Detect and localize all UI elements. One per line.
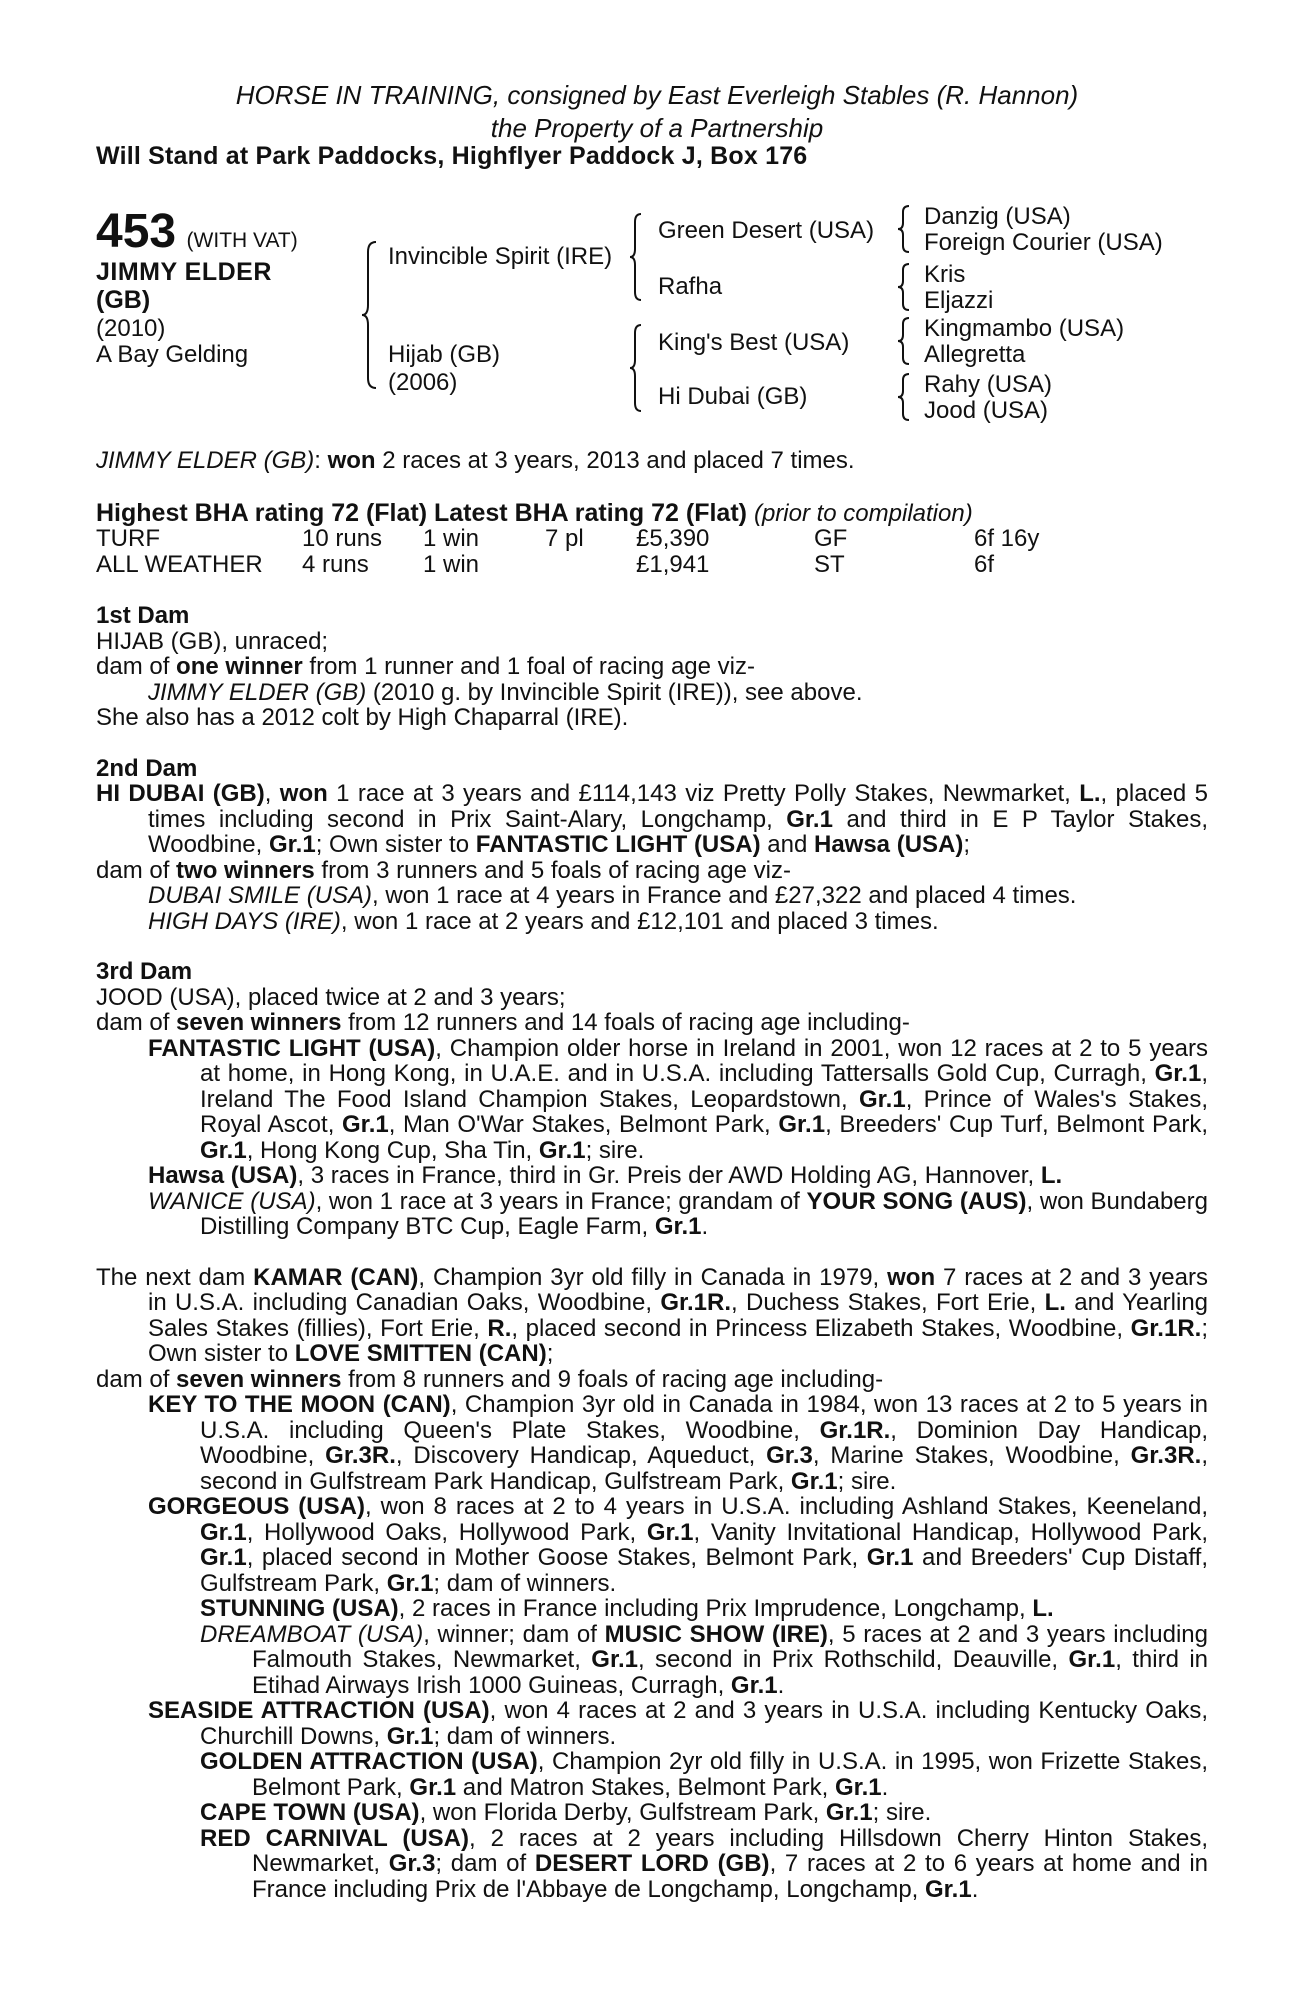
summary-text: 2 races at 3 years, 2013 and placed 7 times. xyxy=(375,447,855,474)
text: , won Bundaberg Distilling Company BTC Cup, Eagle Farm, xyxy=(200,1187,1208,1240)
grade: L. xyxy=(1044,1289,1066,1316)
grade: Gr.1 xyxy=(538,1136,586,1164)
text: , Breeders' Cup Turf, Belmont Park, xyxy=(825,1111,1209,1138)
row-runs: 10 runs xyxy=(302,525,383,552)
text: . xyxy=(971,1875,979,1903)
grade: Gr.1 xyxy=(591,1646,638,1673)
text: and Matron Stakes, Belmont Park, xyxy=(456,1773,835,1801)
grade: Gr.1 xyxy=(1154,1060,1202,1087)
grade: Gr.1 xyxy=(859,1085,906,1113)
row-going: ST xyxy=(814,551,845,578)
horse-name: WANICE (USA) xyxy=(148,1187,316,1215)
stunning-entry xyxy=(200,1596,1208,1622)
text: ; Own sister to xyxy=(148,1314,1208,1367)
text: , Duchess Stakes, Fort Erie, xyxy=(731,1289,1045,1316)
vat-note: (WITH VAT) xyxy=(186,229,298,252)
sibling-name: Hawsa (USA) xyxy=(813,831,964,858)
grade: Gr.1 xyxy=(268,831,316,858)
text: dam of xyxy=(96,1365,177,1393)
text: ; Own sister to xyxy=(315,831,476,858)
text: , won 4 races at 2 and 3 years in U.S.A. including Kentucky Oaks, Churchill Downs, xyxy=(200,1697,1208,1750)
text: , Marine Stakes, Woodbine, xyxy=(812,1442,1131,1469)
pedigree-brace-dd xyxy=(896,372,912,422)
text: , winner; dam of xyxy=(423,1620,605,1648)
text: , Hollywood Oaks, Hollywood Park, xyxy=(246,1518,647,1546)
pedigree-sire-sire: Green Desert (USA) xyxy=(658,217,875,244)
summary-colon: : xyxy=(314,447,328,474)
fantastic-light-entry xyxy=(148,1036,1208,1164)
red-carnival-entry xyxy=(200,1826,1208,1903)
foal-name: JIMMY ELDER (GB) xyxy=(148,678,367,706)
third-dam-produce xyxy=(96,1010,1208,1036)
text: , xyxy=(264,780,280,807)
pedigree-dam-year: (2006) xyxy=(388,369,458,396)
horse-name: MUSIC SHOW (IRE) xyxy=(604,1620,828,1648)
text: ; sire. xyxy=(585,1136,645,1164)
first-dam-line: HIJAB (GB), unraced; xyxy=(96,627,329,655)
grade: Gr.1 xyxy=(925,1875,972,1903)
text: , Discovery Handicap, Aqueduct, xyxy=(395,1442,767,1469)
horse-name: YOUR SONG (AUS) xyxy=(806,1187,1027,1215)
text: 1 race at 3 years and £114,143 viz Pretty Polly Stakes, Newmarket, xyxy=(327,780,1080,807)
rating-bold: Highest BHA rating 72 (Flat) Latest BHA rating 72 (Flat) xyxy=(96,499,747,527)
text: ; xyxy=(546,1340,554,1367)
grade: Gr.3 xyxy=(388,1850,436,1877)
text: ; sire. xyxy=(837,1467,897,1495)
grade: Gr.1 xyxy=(342,1111,389,1138)
text: ; dam of winners. xyxy=(433,1722,617,1750)
text: dam of xyxy=(96,653,177,680)
text: , won 1 race at 4 years in France and £27,322 and placed 4 times. xyxy=(372,882,1077,909)
winners-count: one winner xyxy=(176,653,303,680)
second-dam-foal xyxy=(96,909,1208,935)
grade: L. xyxy=(1079,780,1101,807)
pedigree-brace-main xyxy=(360,240,380,390)
text: , Hong Kong Cup, Sha Tin, xyxy=(246,1136,539,1164)
text: , placed second in Princess Elizabeth Stakes, Woodbine, xyxy=(511,1314,1131,1342)
text: , placed 5 times including second in Prix Saint-Alary, Longchamp, xyxy=(148,780,1208,833)
text: , 5 races at 2 and 3 years including Falmouth Stakes, Newmarket, xyxy=(252,1620,1208,1673)
winners-count: seven winners xyxy=(176,1009,342,1036)
consignor-line: HORSE IN TRAINING, consigned by East Everleigh Stables (R. Hannon) xyxy=(235,80,1079,110)
text: from 3 runners and 5 foals of racing age viz- xyxy=(314,856,791,884)
grade: Gr.1 xyxy=(386,1722,434,1750)
text: and Yearling Sales Stakes (fillies), Fort Erie, xyxy=(148,1289,1209,1342)
grade: Gr.1 xyxy=(200,1518,247,1546)
lot-number-row xyxy=(96,204,298,259)
pedigree-sdd: Eljazzi xyxy=(924,287,994,314)
text: 7 races at 2 and 3 years in U.S.A. including Canadian Oaks, Woodbine, xyxy=(148,1263,1208,1316)
pedigree-dam-sire: King's Best (USA) xyxy=(658,329,850,356)
text: , 2 races at 2 years including Hillsdown Cherry Hinton Stakes, Newmarket, xyxy=(252,1824,1209,1877)
second-dam-heading: 2nd Dam xyxy=(96,754,198,782)
row-places: 7 pl xyxy=(545,525,584,552)
text: ; dam of winners. xyxy=(433,1569,617,1597)
text: , 7 races at 2 to 6 years at home and in France including Prix de l'Abbaye de Longchamp, Longchamp, xyxy=(252,1850,1208,1903)
text: and third in E P Taylor Stakes, Woodbine, xyxy=(148,805,1208,858)
pedigree-sire-dam: Rafha xyxy=(658,273,723,300)
row-surface: ALL WEATHER xyxy=(96,551,263,578)
dam-sections xyxy=(96,603,1208,1902)
row-surface: TURF xyxy=(96,525,160,552)
grade: Gr.3R. xyxy=(325,1442,396,1469)
grade: Gr.1 xyxy=(786,805,833,833)
second-dam-foal xyxy=(96,883,1208,909)
third-dam-line: JOOD (USA), placed twice at 2 and 3 years; xyxy=(96,983,566,1011)
pedigree-ssd: Foreign Courier (USA) xyxy=(924,229,1163,256)
text: , second in Gulfstream Park Handicap, Gulfstream Park, xyxy=(200,1442,1208,1495)
grade: Gr.1 xyxy=(866,1544,914,1571)
grade: Gr.1R. xyxy=(1130,1314,1202,1342)
pedigree-brace-ss xyxy=(896,204,912,254)
horse-name: KEY TO THE MOON (CAN) xyxy=(148,1391,451,1418)
text: (2010 g. by Invincible Spirit (IRE)), see above. xyxy=(366,678,863,706)
text: , Vanity Invitational Handicap, Hollywood Park, xyxy=(693,1518,1208,1546)
text: , won 1 race at 2 years and £12,101 and placed 3 times. xyxy=(340,907,939,935)
text: , won 1 race at 3 years in France; grandam of xyxy=(315,1187,807,1215)
horse-name: SEASIDE ATTRACTION (USA) xyxy=(148,1697,490,1724)
property-line: the Property of a Partnership xyxy=(490,113,824,143)
grade: Gr.1 xyxy=(654,1213,702,1240)
next-dam-record xyxy=(96,1265,1208,1367)
text: from 8 runners and 9 foals of racing age including- xyxy=(341,1365,884,1393)
text: , placed second in Mother Goose Stakes, Belmont Park, xyxy=(246,1544,867,1571)
won-label: won xyxy=(279,780,328,807)
race-summary xyxy=(96,448,855,474)
grade: L. xyxy=(1040,1162,1063,1189)
text: , won 8 races at 2 to 4 years in U.S.A. including Ashland Stakes, Keeneland, xyxy=(364,1493,1208,1520)
grade: Gr.1R. xyxy=(660,1289,732,1316)
first-dam-heading: 1st Dam xyxy=(96,602,190,629)
third-dam-heading: 3rd Dam xyxy=(96,958,193,985)
text: ; xyxy=(963,831,971,858)
grade: Gr.1 xyxy=(730,1671,778,1699)
grade: Gr.3 xyxy=(766,1442,813,1469)
grade: Gr.1 xyxy=(200,1544,247,1571)
text: from 1 runner and 1 foal of racing age viz- xyxy=(302,653,755,680)
text: dam of xyxy=(96,856,177,884)
wanice-entry xyxy=(148,1189,1208,1240)
text: , Champion older horse in Ireland in 2001, won 12 races at 2 to 5 years at home, in Hong Kong, in U.A.E. and in U.S.A. including Tattersalls Gold Cup, Curragh, xyxy=(200,1034,1209,1087)
pedigree-brace-ds xyxy=(896,316,912,366)
text: , Champion 2yr old filly in U.S.A. in 1995, won Frizette Stakes, Belmont Park, xyxy=(252,1748,1209,1801)
second-dam-record xyxy=(96,781,1208,858)
text: , won Florida Derby, Gulfstream Park, xyxy=(419,1799,826,1826)
pedigree-sire: Invincible Spirit (IRE) xyxy=(388,243,613,270)
horse-name: DESERT LORD (GB) xyxy=(534,1850,770,1877)
horse-name: DREAMBOAT (USA) xyxy=(200,1620,424,1648)
horse-name: CAPE TOWN (USA) xyxy=(200,1799,420,1826)
foaling-year: (2010) xyxy=(96,315,166,342)
horse-name: STUNNING (USA) xyxy=(200,1595,399,1622)
first-dam-note: She also has a 2012 colt by High Chaparral (IRE). xyxy=(96,704,629,731)
text: . xyxy=(777,1671,785,1699)
row-wins: 1 win xyxy=(423,551,480,578)
text: , Ireland The Food Island Champion Stakes, Leopardstown, xyxy=(200,1060,1208,1113)
first-dam-foal xyxy=(96,680,1208,706)
text: and xyxy=(760,831,814,858)
second-dam-produce xyxy=(96,858,1208,884)
seaside-attraction-entry xyxy=(148,1698,1208,1749)
text: , Champion 3yr old filly in Canada in 1979, xyxy=(418,1263,888,1291)
cape-town-entry xyxy=(200,1800,1208,1826)
grade: Gr.1 xyxy=(1068,1646,1116,1673)
horse-description: A Bay Gelding xyxy=(96,341,249,368)
row-distance: 6f 16y xyxy=(974,525,1040,552)
row-going: GF xyxy=(814,525,848,552)
pedigree-brace-sd xyxy=(896,262,912,312)
golden-attraction-entry xyxy=(200,1749,1208,1800)
pedigree-dsd: Allegretta xyxy=(924,341,1026,368)
grade: Gr.1 xyxy=(834,1773,882,1801)
grade: Gr.1 xyxy=(409,1773,457,1801)
pedigree-ddd: Jood (USA) xyxy=(924,397,1049,424)
grade: Gr.3R. xyxy=(1130,1442,1202,1469)
lot-number: 453 xyxy=(96,205,177,258)
summary-won: won xyxy=(327,447,376,474)
pedigree-sss: Danzig (USA) xyxy=(924,203,1071,230)
grade: Gr.1 xyxy=(790,1467,838,1495)
row-prize: £1,941 xyxy=(636,551,710,578)
text: , Prince of Wales's Stakes, Royal Ascot, xyxy=(200,1085,1209,1138)
dam-name: HI DUBAI (GB) xyxy=(96,780,265,807)
row-runs: 4 runs xyxy=(302,551,369,578)
grade: Gr.1 xyxy=(646,1518,694,1546)
sibling-name: FANTASTIC LIGHT (USA) xyxy=(475,831,761,858)
rating-line xyxy=(96,499,973,528)
rating-note: (prior to compilation) xyxy=(753,500,973,527)
first-dam-produce xyxy=(96,654,1208,680)
gorgeous-entry xyxy=(148,1494,1208,1596)
row-prize: £5,390 xyxy=(636,525,710,552)
text: , Man O'War Stakes, Belmont Park, xyxy=(388,1111,779,1138)
grade: Gr.1 xyxy=(825,1799,873,1826)
text: , Dominion Day Handicap, Woodbine, xyxy=(200,1416,1208,1469)
pedigree-dam-dam: Hi Dubai (GB) xyxy=(658,383,808,410)
pedigree-brace-dam xyxy=(628,323,644,413)
dam-name: KAMAR (CAN) xyxy=(253,1263,419,1291)
text: , 2 races in France including Prix Imprudence, Longchamp, xyxy=(398,1595,1033,1622)
grade: Gr.1 xyxy=(200,1136,247,1164)
hawsa-entry xyxy=(148,1163,1208,1189)
grade: Gr.1 xyxy=(778,1111,826,1138)
summary-horse-name: JIMMY ELDER (GB) xyxy=(96,447,315,474)
dreamboat-entry xyxy=(200,1622,1208,1699)
row-wins: 1 win xyxy=(423,525,480,552)
text: The next dam xyxy=(96,1263,254,1291)
text: , third in Etihad Airways Irish 1000 Guineas, Curragh, xyxy=(252,1646,1208,1699)
text: and Breeders' Cup Distaff, Gulfstream Park, xyxy=(200,1544,1208,1597)
horse-name: GORGEOUS (USA) xyxy=(148,1493,365,1520)
pedigree-sds: Kris xyxy=(924,261,966,288)
foal-name: DUBAI SMILE (USA) xyxy=(148,882,373,909)
winners-count: seven winners xyxy=(176,1365,342,1393)
sibling-name: LOVE SMITTEN (CAN) xyxy=(294,1340,547,1367)
text: . xyxy=(701,1213,709,1240)
grade: Gr.1R. xyxy=(819,1416,891,1444)
text: , Champion 3yr old in Canada in 1984, won 13 races at 2 to 5 years in U.S.A. including Queen's Plate Stakes, Woodbine, xyxy=(200,1391,1209,1444)
row-distance: 6f xyxy=(974,551,995,578)
text: dam of xyxy=(96,1009,177,1036)
text: ; dam of xyxy=(435,1850,535,1877)
key-to-the-moon-entry xyxy=(148,1392,1208,1494)
horse-name: FANTASTIC LIGHT (USA) xyxy=(148,1034,436,1062)
text: . xyxy=(881,1773,889,1801)
grade: R. xyxy=(487,1314,512,1342)
grade: L. xyxy=(1032,1595,1054,1622)
stand-line: Will Stand at Park Paddocks, Highflyer Paddock J, Box 176 xyxy=(96,142,808,170)
pedigree-dss: Kingmambo (USA) xyxy=(924,315,1125,342)
horse-name: Hawsa (USA) xyxy=(148,1162,298,1189)
winners-count: two winners xyxy=(176,856,315,884)
text: , second in Prix Rothschild, Deauville, xyxy=(637,1646,1069,1673)
horse-name: RED CARNIVAL (USA) xyxy=(200,1824,469,1852)
text: , 3 races in France, third in Gr. Preis der AWD Holding AG, Hannover, xyxy=(297,1162,1041,1189)
horse-name: JIMMY ELDER xyxy=(96,258,272,286)
foal-name: HIGH DAYS (IRE) xyxy=(148,907,341,935)
text: ; sire. xyxy=(872,1799,932,1826)
pedigree-dam: Hijab (GB) xyxy=(388,341,501,368)
pedigree-dds: Rahy (USA) xyxy=(924,371,1053,398)
text: from 12 runners and 14 foals of racing age including- xyxy=(341,1009,910,1036)
won-label: won xyxy=(887,1263,936,1291)
pedigree-brace-sire xyxy=(628,212,644,302)
grade: Gr.1 xyxy=(386,1569,434,1597)
horse-country: (GB) xyxy=(96,286,151,314)
horse-name: GOLDEN ATTRACTION (USA) xyxy=(200,1748,538,1775)
next-dam-produce xyxy=(96,1367,1208,1393)
